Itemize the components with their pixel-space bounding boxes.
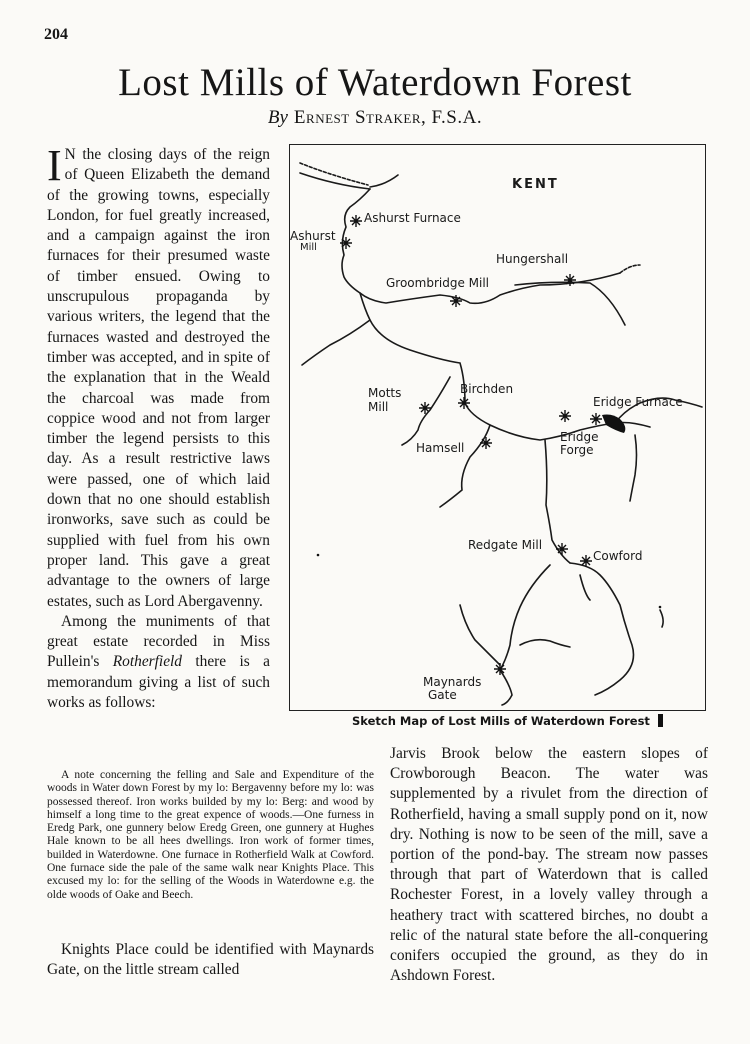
memorandum-quote <box>47 769 374 902</box>
map-label-ashurst-furnace: Ashurst Furnace <box>364 211 461 225</box>
map-label-eridge-forge-line2: Forge <box>560 443 594 457</box>
map-label-motts-mill-line2: Mill <box>368 400 389 414</box>
right-column-text: Jarvis Brook below the eastern slopes of Crowborough Beacon. The water was supplemented by a rivulet from the direction of Rotherfield, having a small supply pond on it, now dry. Nothing is now to be seen of the mill, save a portion of the pond-bay. The stream now passes through that part of Waterdown that is called Rochester Forest, in a lovely valley through a heathery tract with scattered birches, no doubt a relic of the natural state before the all-conquering conifers occupied the ground, as they do in Ashdown Forest. <box>390 745 708 985</box>
left-column <box>47 141 270 713</box>
drop-cap: I <box>47 141 62 190</box>
map-label-maynards-line2: Gate <box>428 688 457 702</box>
map-label-redgate-mill: Redgate Mill <box>468 538 543 552</box>
map-label-ashurst-mill-line2: Mill <box>300 242 317 253</box>
paragraph-2-start: Among the muniments of that great estate recorded in Miss Pullein's <box>47 612 270 671</box>
map-label-eridge-forge-line1: Eridge <box>560 430 599 444</box>
page-number: 204 <box>44 26 68 43</box>
map-label-hungershall: Hungershall <box>496 252 569 266</box>
caption-mark <box>658 714 663 727</box>
byline-by: By <box>267 107 288 128</box>
map-label-ashurst-mill-line1: Ashurst <box>290 229 336 243</box>
memorandum-text: A note concerning the felling and Sale and Expenditure of the woods in Water down Forest by my lo: Bergavenny before my lo: was possessed thereof. Iron works builded by my lo: Berg: and wood by himself a long time to the great expence of woods.—One furness in Eredg Park, one gunnery below Eredg Green, one gunnery at Hughes Hale known to be all hees dwellings. Iron work of former times, builded in Waterdowne. One furnace in Rotherfield Walk at Cowford. One furnace side the pale of the same walk near Knights Place. This excused my lo: for the selling of the Woods in Waterdowne e.g. the olde woods of Oake and Beech. <box>47 769 374 901</box>
map-caption <box>352 714 663 728</box>
paragraph-2 <box>47 612 270 713</box>
map-label-birchden: Birchden <box>460 382 514 396</box>
paragraph-1 <box>47 141 270 612</box>
map-label-maynards-line1: Maynards <box>423 675 482 689</box>
map-label-motts-mill-line1: Motts <box>368 386 402 400</box>
map-label-kent: KENT <box>512 177 559 192</box>
paragraph-3: Knights Place could be identified with Maynards Gate, on the little stream called <box>47 941 374 979</box>
byline <box>0 107 750 129</box>
article-title: Lost Mills of Waterdown Forest <box>118 61 632 104</box>
sketch-map <box>289 144 706 711</box>
map-label-cowford: Cowford <box>593 549 643 563</box>
map-label-groombridge-mill: Groombridge Mill <box>386 276 490 290</box>
paragraph-2-end: there is a memorandum giving a list of such works as follows: <box>47 653 270 712</box>
map-caption-text: Sketch Map of Lost Mills of Waterdown Forest <box>352 714 650 728</box>
paragraph-1-text: N the closing days of the reign of Queen Elizabeth the demand of the growing towns, especially London, for fuel greatly increased, and a campaign against the iron furnaces for their presumed waste of timber ensued. Owing to unscrupulous propaganda by various writers, the legend that the furnaces wasted and destroyed the timber was accepted, and in spite of the explanation that in the Weald the charcoal was made from coppice wood and not from larger timber the legend persists to this day. As a result restrictive laws were passed, one of which laid down that no one should establish ironworks, save such as could be supplied with fuel from his own proper land. This gave a great advantage to the owners of large estates, such as Lord Abergavenny. <box>47 146 270 610</box>
map-drawing <box>290 145 705 710</box>
book-title: Rotherfield <box>112 653 182 671</box>
author-name: Ernest Straker, F.S.A. <box>293 107 483 128</box>
map-label-hamsell: Hamsell <box>416 441 465 455</box>
map-label-eridge-furnace: Eridge Furnace <box>593 395 683 409</box>
